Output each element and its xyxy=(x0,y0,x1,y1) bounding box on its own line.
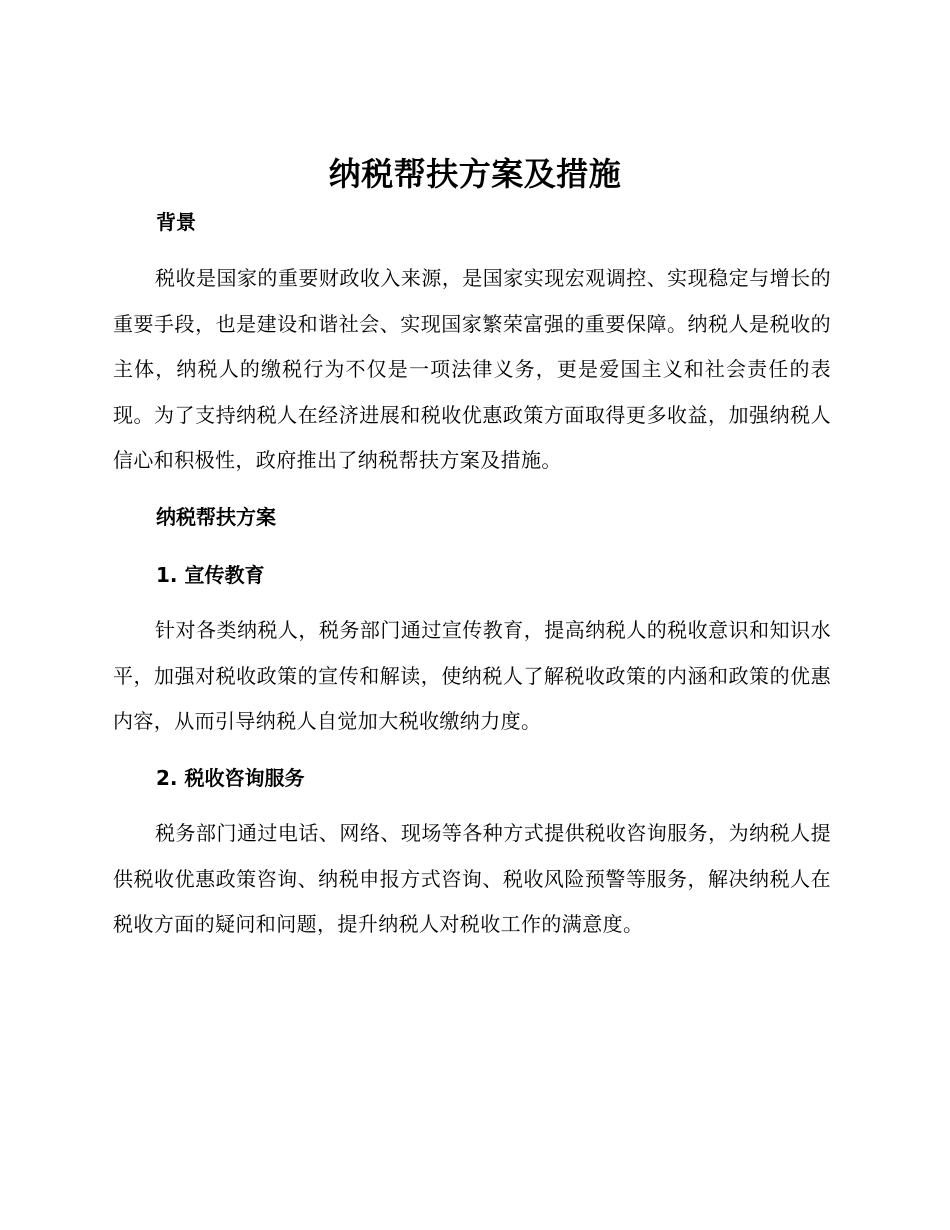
section-2-heading: 2. 税收咨询服务 xyxy=(156,766,305,790)
section-1-heading: 1. 宣传教育 xyxy=(156,563,265,587)
background-paragraph: 税收是国家的重要财政收入来源，是国家实现宏观调控、实现稳定与增长的重要手段，也是建设和谐社会、实现国家繁荣富强的重要保障。纳税人是税收的主体，纳税人的缴税行为不仅是一项法律义务，更是爱国主义和社会责任的表现。为了支持纳税人在经济进展和税收优惠政策方面取得更多收益，加强纳税人信心和积极性，政府推出了纳税帮扶方案及措施。 xyxy=(113,266,831,472)
section-1-paragraph: 针对各类纳税人，税务部门通过宣传教育，提高纳税人的税收意识和知识水平，加强对税收政策的宣传和解读，使纳税人了解税收政策的内涵和政策的优惠内容，从而引导纳税人自觉加大税收缴纳力度。 xyxy=(113,618,831,733)
plan-heading: 纳税帮扶方案 xyxy=(156,505,276,529)
document-title: 纳税帮扶方案及措施 xyxy=(328,155,622,193)
section-2-paragraph: 税务部门通过电话、网络、现场等各种方式提供税收咨询服务，为纳税人提供税收优惠政策咨询、纳税申报方式咨询、税收风险预警等服务，解决纳税人在税收方面的疑问和问题，提升纳税人对税收工作的满意度。 xyxy=(113,821,831,936)
background-heading: 背景 xyxy=(156,210,196,234)
